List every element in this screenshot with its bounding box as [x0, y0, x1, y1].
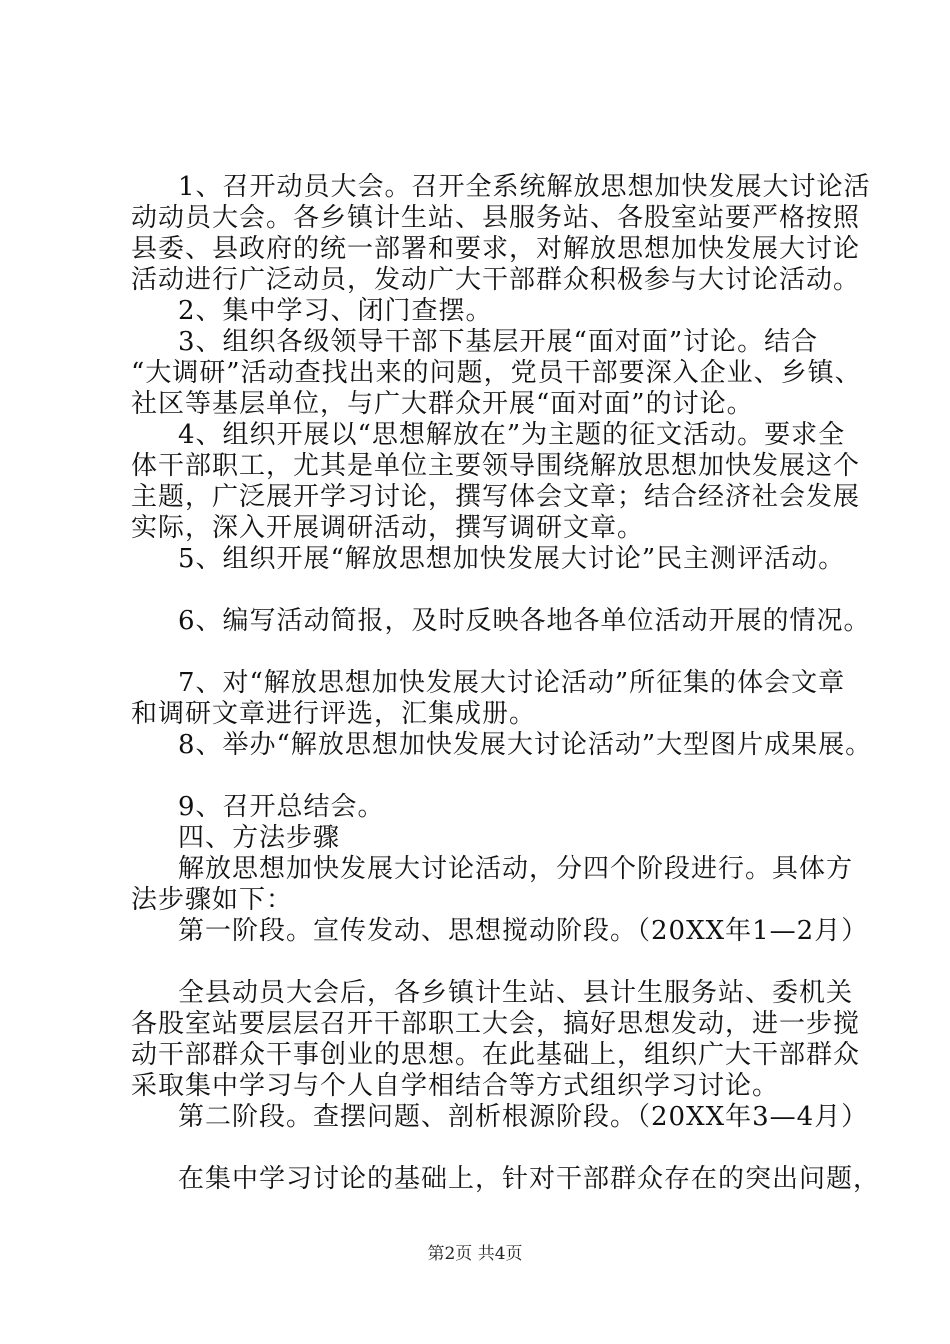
text-line: 4、组织开展以“思想解放在”为主题的征文活动。要求全	[178, 420, 846, 450]
section-heading: 四、方法步骤	[178, 823, 341, 853]
blank-line	[131, 575, 843, 606]
blank-line	[131, 637, 843, 668]
text-line: 3、组织各级领导干部下基层开展“面对面”讨论。结合	[178, 327, 819, 357]
text-line: 动动员大会。各乡镇计生站、县服务站、各股室站要严格按照	[131, 203, 861, 233]
text-line: 在集中学习讨论的基础上，针对干部群众存在的突出问题，	[178, 1164, 881, 1194]
text-line: 和调研文章进行评选，汇集成册。	[131, 699, 537, 729]
page-number-footer: 第2页 共4页	[427, 1244, 523, 1264]
text-line: 活动进行广泛动员，发动广大干部群众积极参与大讨论活动。	[131, 265, 861, 295]
text-line: 6、编写活动简报，及时反映各地各单位活动开展的情况。	[178, 606, 871, 636]
document-body	[131, 172, 881, 1195]
text-line: “大调研”活动查找出来的问题，党员干部要深入企业、乡镇、	[131, 358, 862, 388]
stage-heading: 第二阶段。查摆问题、剖析根源阶段。（20XX年3—4月）	[178, 1102, 869, 1132]
text-line: 体干部职工，尤其是单位主要领导围绕解放思想加快发展这个	[131, 451, 861, 481]
text-line: 2、集中学习、闭门查摆。	[178, 296, 493, 326]
blank-line	[131, 761, 843, 792]
text-line: 各股室站要层层召开干部职工大会，搞好思想发动，进一步搅	[131, 1009, 861, 1039]
text-line: 8、举办“解放思想加快发展大讨论活动”大型图片成果展。	[178, 730, 873, 760]
text-line: 动干部群众干事创业的思想。在此基础上，组织广大干部群众	[131, 1040, 861, 1070]
blank-line	[131, 947, 843, 978]
text-line: 主题，广泛展开学习讨论，撰写体会文章；结合经济社会发展	[131, 482, 861, 512]
text-line: 9、召开总结会。	[178, 792, 385, 822]
text-line: 实际，深入开展调研活动，撰写调研文章。	[131, 513, 645, 543]
text-line: 1、召开动员大会。召开全系统解放思想加快发展大讨论活	[178, 172, 871, 202]
text-line: 解放思想加快发展大讨论活动，分四个阶段进行。具体方	[178, 854, 854, 884]
stage-heading: 第一阶段。宣传发动、思想搅动阶段。（20XX年1—2月）	[178, 916, 869, 946]
text-line: 社区等基层单位，与广大群众开展“面对面”的讨论。	[131, 389, 754, 419]
blank-line	[131, 1133, 843, 1164]
text-line: 县委、县政府的统一部署和要求，对解放思想加快发展大讨论	[131, 234, 861, 264]
text-line: 全县动员大会后，各乡镇计生站、县计生服务站、委机关	[178, 978, 854, 1008]
text-line: 采取集中学习与个人自学相结合等方式组织学习讨论。	[131, 1071, 780, 1101]
text-line: 7、对“解放思想加快发展大讨论活动”所征集的体会文章	[178, 668, 846, 698]
text-line: 5、组织开展“解放思想加快发展大讨论”民主测评活动。	[178, 544, 846, 574]
text-line: 法步骤如下：	[131, 885, 294, 915]
